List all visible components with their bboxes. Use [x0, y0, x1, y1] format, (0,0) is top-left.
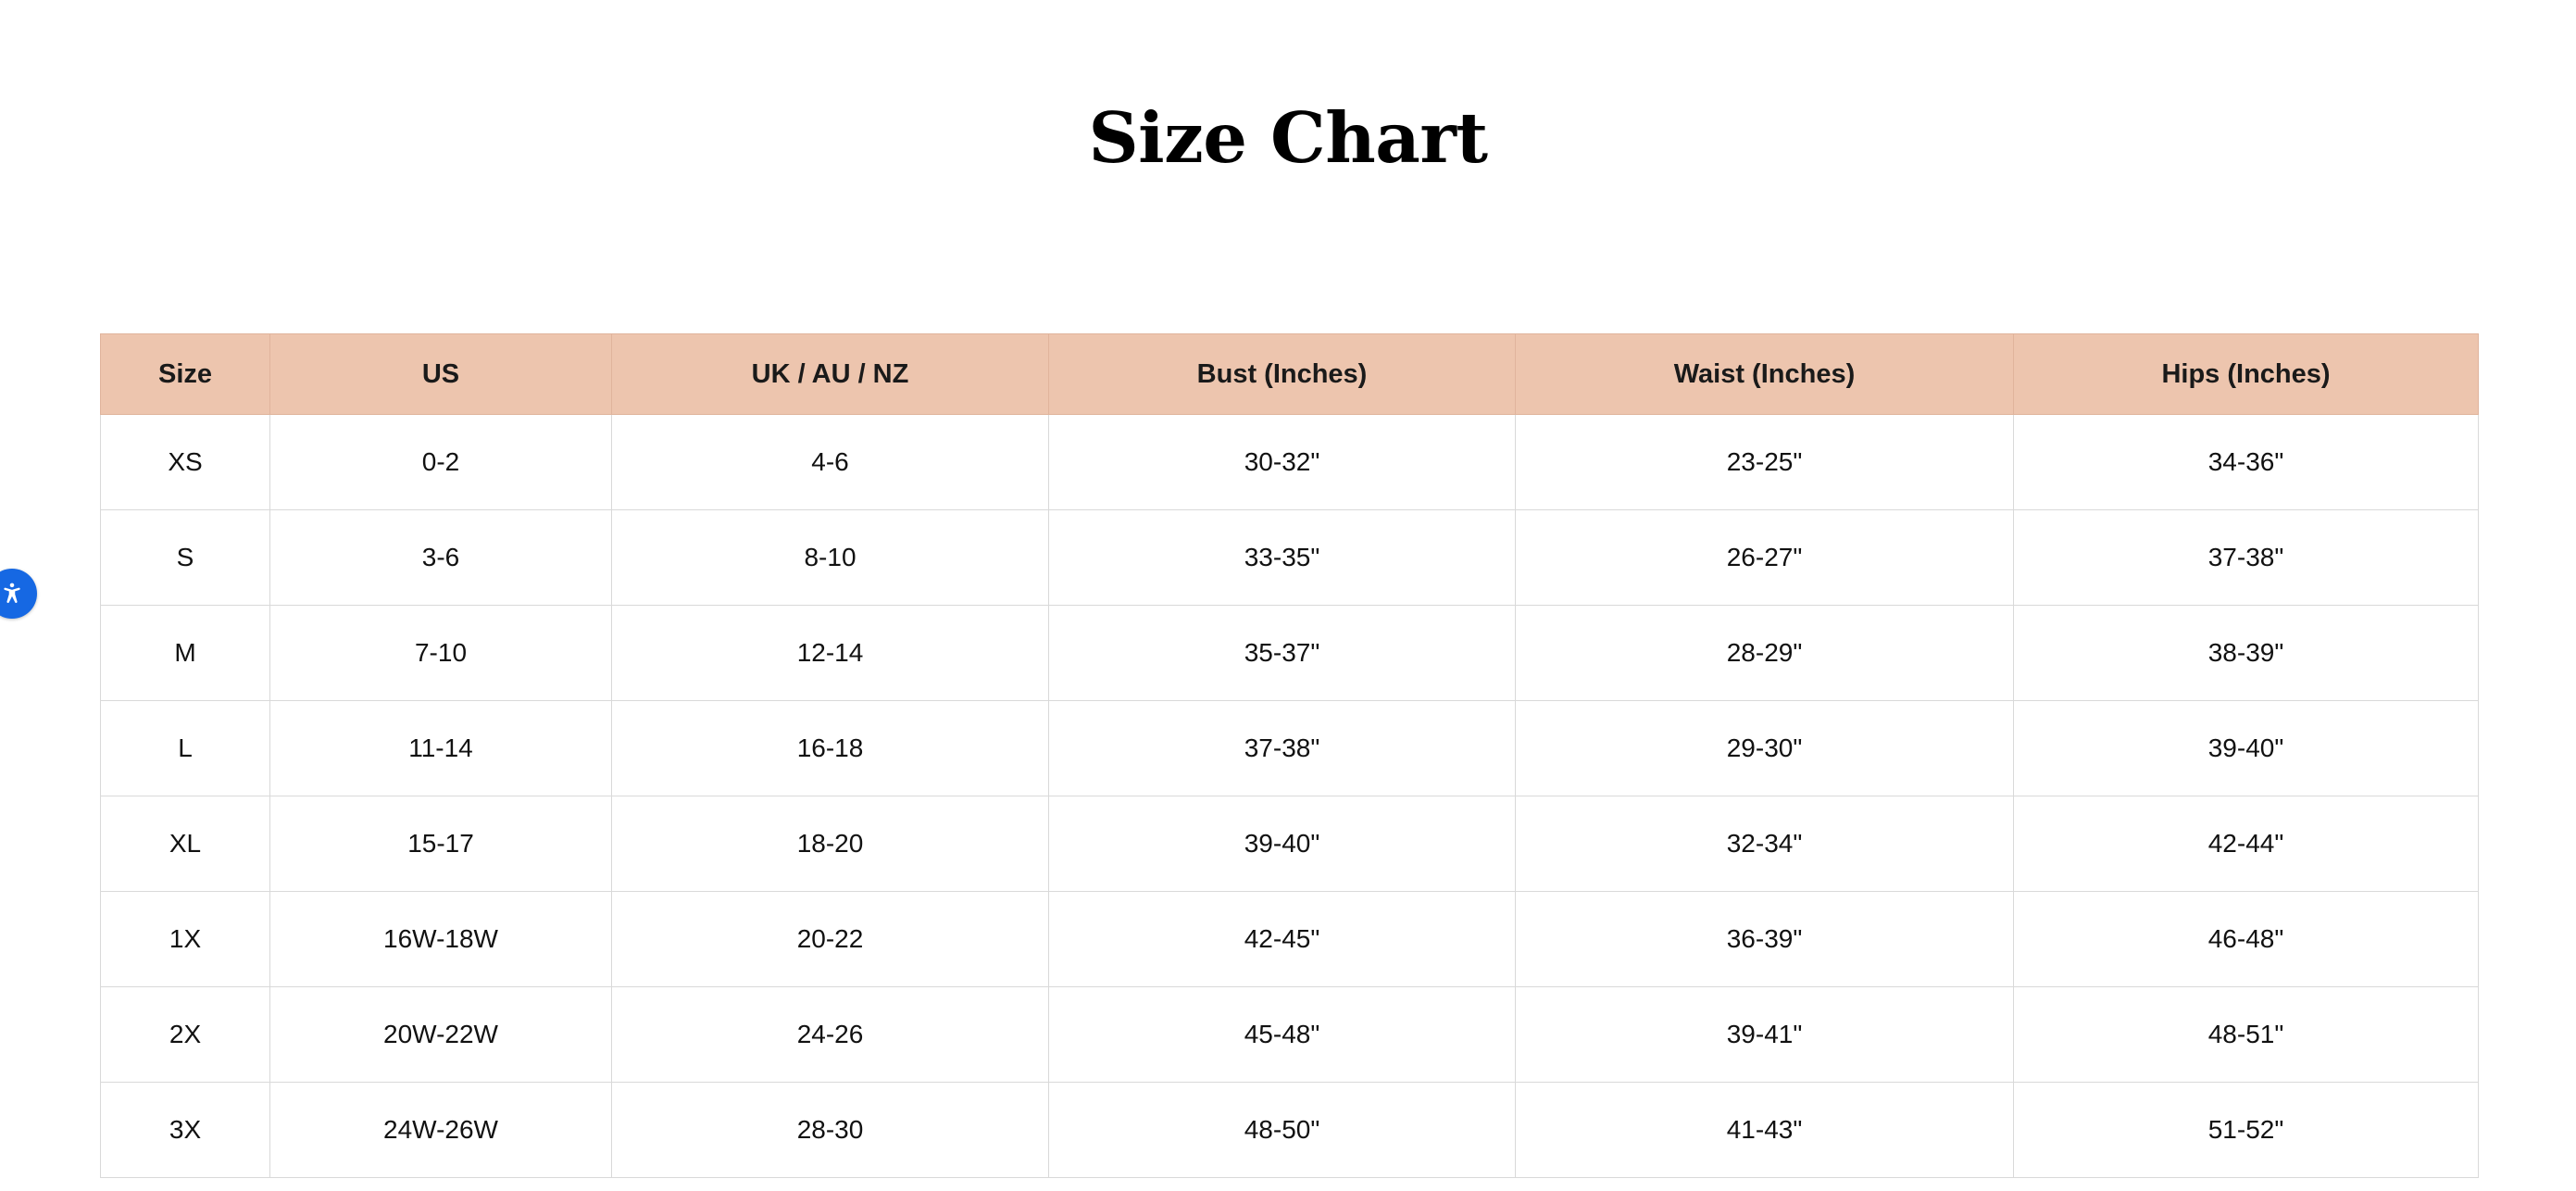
column-header-bust: Bust (Inches): [1049, 334, 1516, 415]
cell-uk-au-nz: 20-22: [612, 892, 1049, 987]
cell-uk-au-nz: 28-30: [612, 1083, 1049, 1178]
column-header-us: US: [270, 334, 612, 415]
table-row: [101, 701, 2479, 796]
accessibility-widget-button[interactable]: [0, 569, 37, 619]
cell-us: 7-10: [270, 606, 612, 701]
page-title: Size Chart: [1088, 97, 1488, 179]
cell-hips: 48-51": [2014, 987, 2479, 1083]
cell-us: 16W-18W: [270, 892, 612, 987]
cell-waist: 41-43": [1516, 1083, 2014, 1178]
cell-us: 15-17: [270, 796, 612, 892]
table-row: [101, 606, 2479, 701]
column-header-uk-au-nz: UK / AU / NZ: [612, 334, 1049, 415]
cell-us: 3-6: [270, 510, 612, 606]
cell-us: 0-2: [270, 415, 612, 510]
cell-waist: 32-34": [1516, 796, 2014, 892]
table-row: [101, 987, 2479, 1083]
cell-hips: 37-38": [2014, 510, 2479, 606]
cell-hips: 34-36": [2014, 415, 2479, 510]
table-header-row: [101, 334, 2479, 415]
table-row: [101, 892, 2479, 987]
cell-waist: 23-25": [1516, 415, 2014, 510]
column-header-size: Size: [101, 334, 270, 415]
cell-uk-au-nz: 8-10: [612, 510, 1049, 606]
cell-hips: 38-39": [2014, 606, 2479, 701]
cell-size: L: [101, 701, 270, 796]
cell-bust: 45-48": [1049, 987, 1516, 1083]
cell-uk-au-nz: 24-26: [612, 987, 1049, 1083]
cell-waist: 29-30": [1516, 701, 2014, 796]
cell-uk-au-nz: 12-14: [612, 606, 1049, 701]
cell-size: M: [101, 606, 270, 701]
cell-hips: 51-52": [2014, 1083, 2479, 1178]
cell-bust: 39-40": [1049, 796, 1516, 892]
accessibility-icon: [0, 582, 24, 606]
cell-us: 20W-22W: [270, 987, 612, 1083]
cell-size: XL: [101, 796, 270, 892]
table-row: [101, 415, 2479, 510]
table-row: [101, 1083, 2479, 1178]
size-chart-container: [100, 333, 2478, 1178]
table-row: [101, 510, 2479, 606]
cell-size: 1X: [101, 892, 270, 987]
cell-hips: 42-44": [2014, 796, 2479, 892]
cell-bust: 42-45": [1049, 892, 1516, 987]
cell-waist: 39-41": [1516, 987, 2014, 1083]
cell-size: 3X: [101, 1083, 270, 1178]
column-header-waist: Waist (Inches): [1516, 334, 2014, 415]
cell-size: S: [101, 510, 270, 606]
cell-hips: 46-48": [2014, 892, 2479, 987]
cell-size: XS: [101, 415, 270, 510]
column-header-hips: Hips (Inches): [2014, 334, 2479, 415]
cell-bust: 37-38": [1049, 701, 1516, 796]
cell-size: 2X: [101, 987, 270, 1083]
cell-bust: 33-35": [1049, 510, 1516, 606]
cell-bust: 35-37": [1049, 606, 1516, 701]
cell-us: 11-14: [270, 701, 612, 796]
cell-waist: 36-39": [1516, 892, 2014, 987]
cell-us: 24W-26W: [270, 1083, 612, 1178]
cell-uk-au-nz: 4-6: [612, 415, 1049, 510]
cell-uk-au-nz: 16-18: [612, 701, 1049, 796]
cell-bust: 48-50": [1049, 1083, 1516, 1178]
cell-waist: 26-27": [1516, 510, 2014, 606]
size-chart-table: [100, 333, 2479, 1178]
cell-bust: 30-32": [1049, 415, 1516, 510]
cell-hips: 39-40": [2014, 701, 2479, 796]
cell-uk-au-nz: 18-20: [612, 796, 1049, 892]
table-row: [101, 796, 2479, 892]
cell-waist: 28-29": [1516, 606, 2014, 701]
